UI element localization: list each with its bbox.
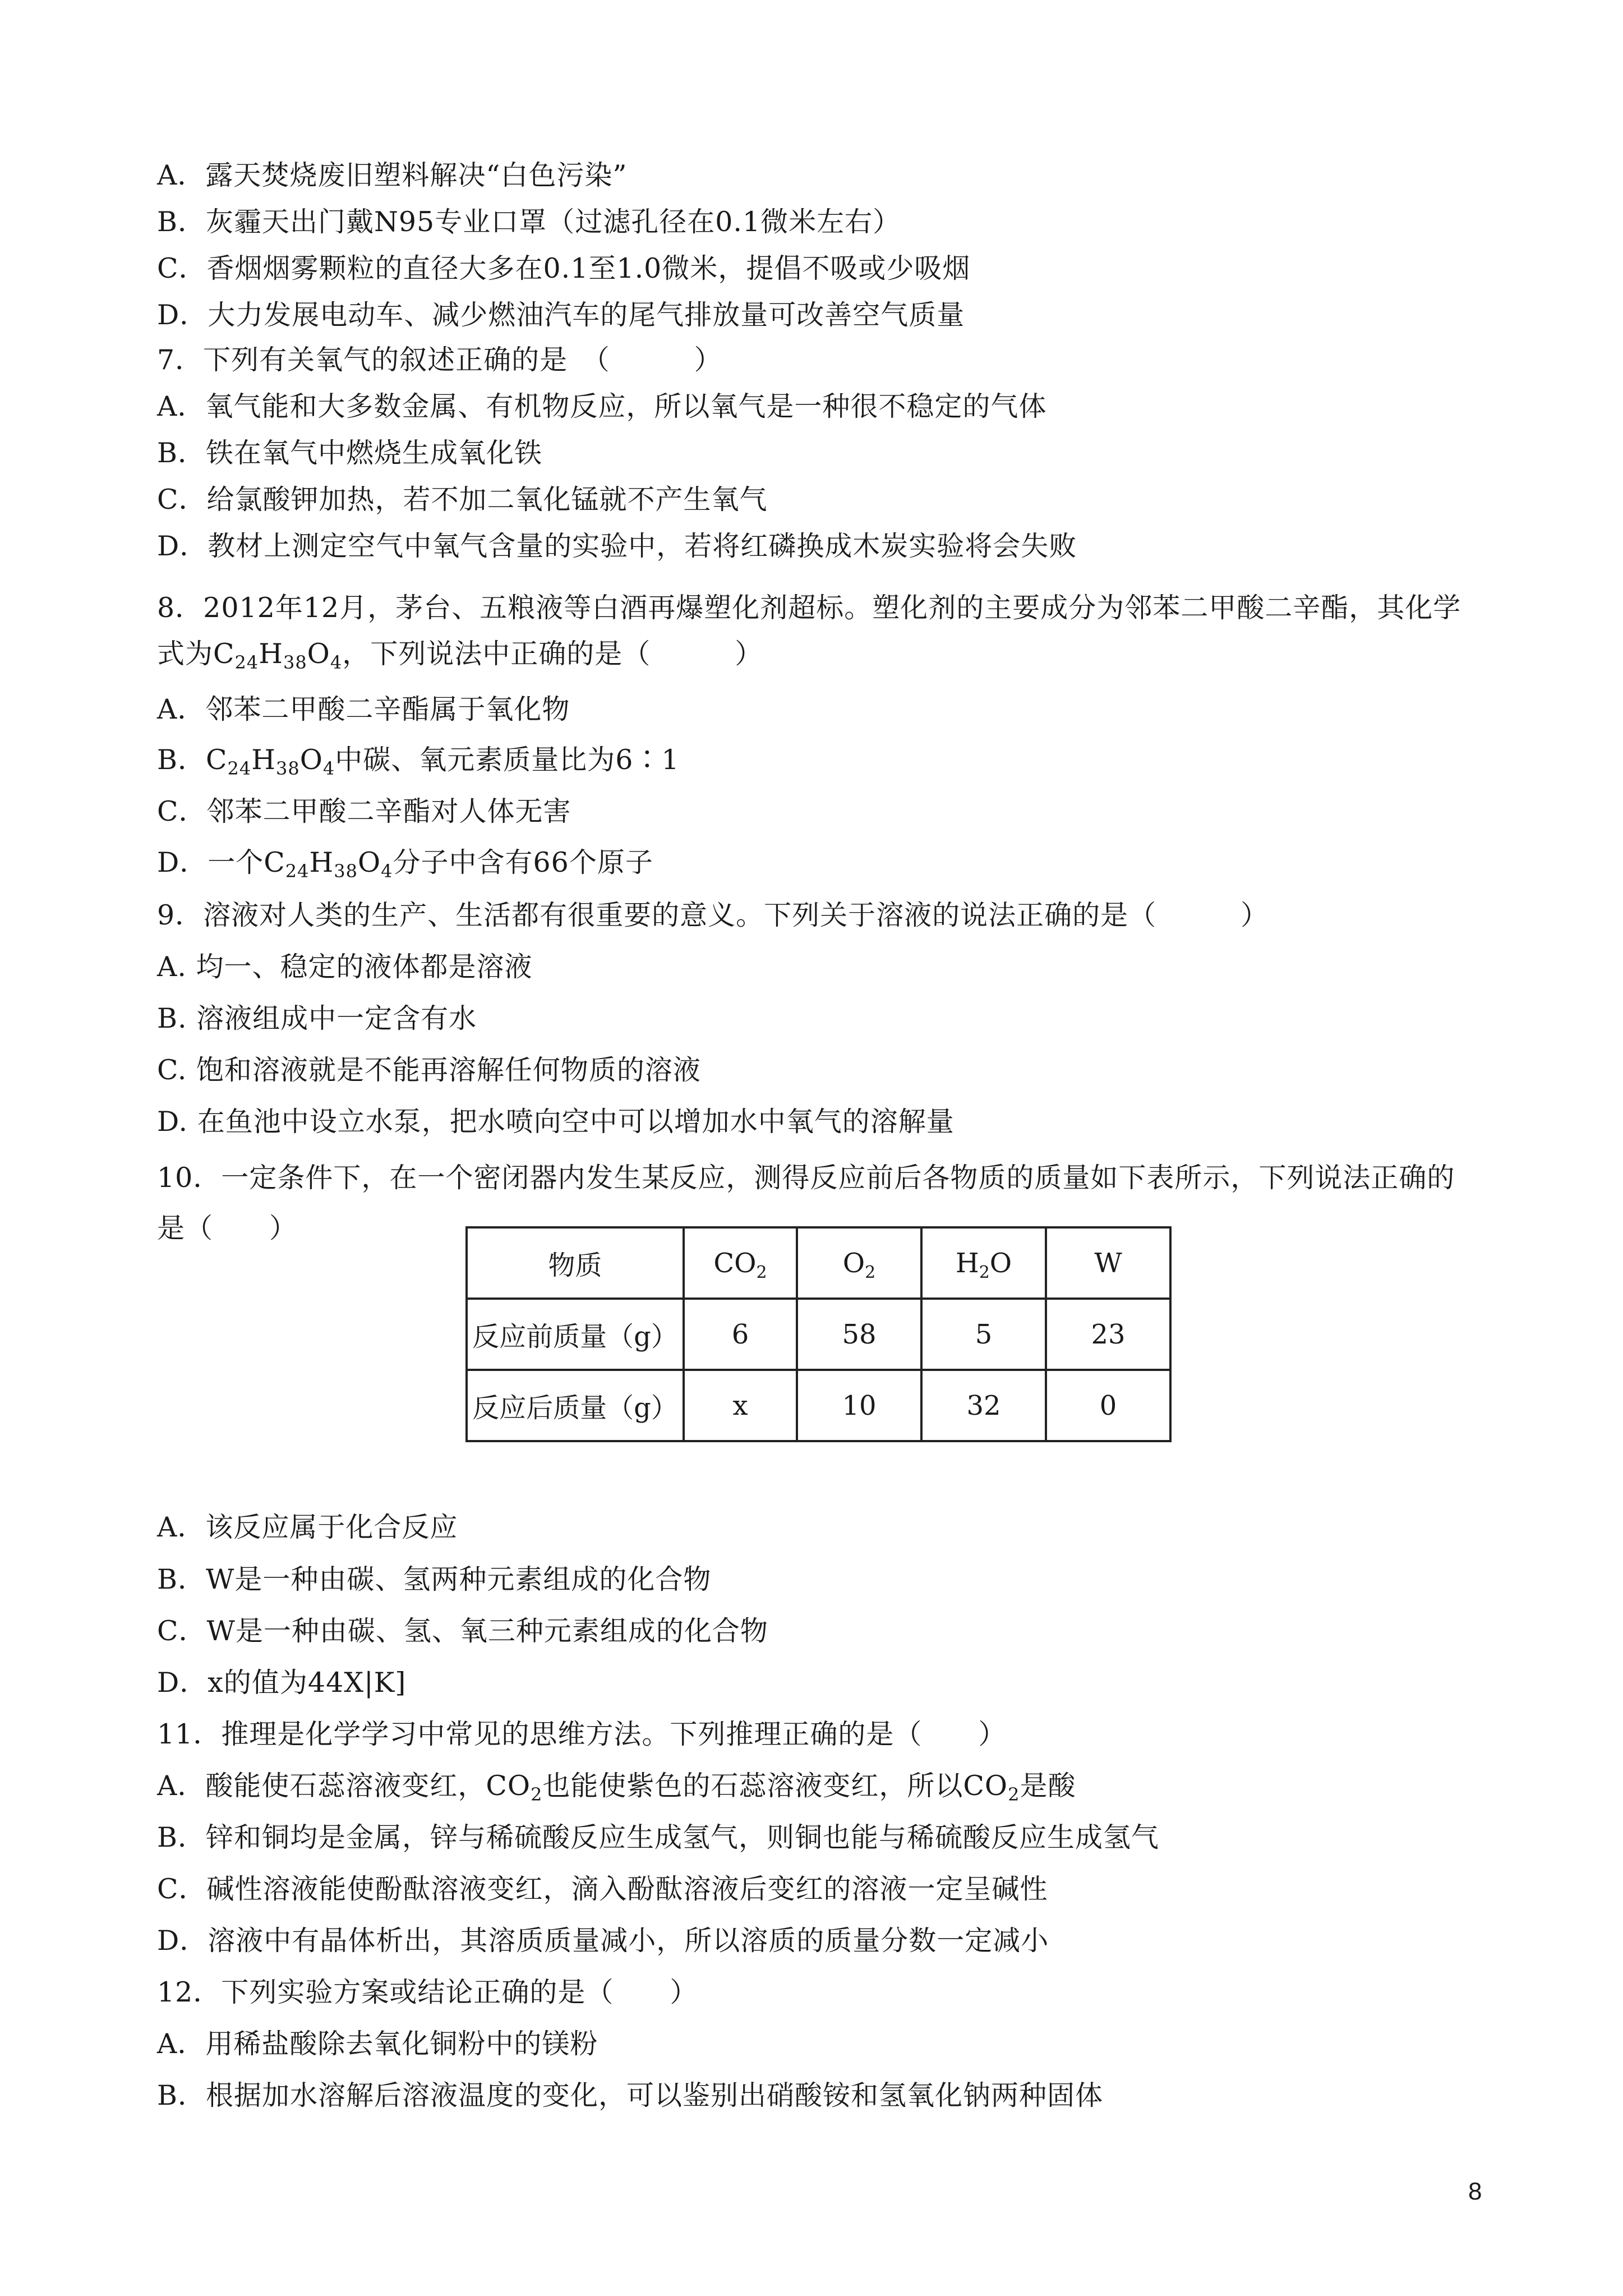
mass-table [465, 1226, 1172, 1442]
q8-option-c: C．邻苯二甲酸二辛酯对人体无害 [157, 795, 571, 827]
q9-option-d: D. 在鱼池中设立水泵，把水喷向空中可以增加水中氧气的溶解量 [157, 1106, 955, 1138]
q9-option-a: A. 均一、稳定的液体都是溶液 [157, 951, 533, 983]
table-cell: 23 [1046, 1299, 1170, 1370]
table-header-cell: 物质 [467, 1227, 684, 1299]
q7-option-a: A．氧气能和大多数金属、有机物反应，所以氧气是一种很不稳定的气体 [157, 390, 1047, 422]
table-header-row [467, 1227, 1170, 1299]
table-cell: 5 [921, 1299, 1046, 1370]
table-header-cell: W [1046, 1227, 1170, 1299]
q6-option-c: C．香烟烟雾颗粒的直径大多在0.1至1.0微米，提倡不吸或少吸烟 [157, 252, 971, 284]
q8-stem-line1: 8．2012年12月，茅台、五粮液等白酒再爆塑化剂超标。塑化剂的主要成分为邻苯二甲酸二辛酯，其化学 [157, 592, 1461, 624]
q11-option-d: D．溶液中有晶体析出，其溶质质量减小，所以溶质的质量分数一定减小 [157, 1925, 1049, 1957]
q9-option-c: C. 饱和溶液就是不能再溶解任何物质的溶液 [157, 1054, 701, 1086]
q10-stem-line2: 是（ ） [157, 1212, 298, 1244]
q11-option-b: B．锌和铜均是金属，锌与稀硫酸反应生成氢气，则铜也能与稀硫酸反应生成氢气 [157, 1821, 1160, 1853]
page-number: 8 [1468, 2178, 1482, 2205]
table-cell: 58 [797, 1299, 921, 1370]
q12-stem: 12．下列实验方案或结论正确的是（ ） [157, 1976, 698, 2008]
table-row [467, 1370, 1170, 1441]
q7-stem: 7．下列有关氧气的叙述正确的是 （ ） [157, 344, 722, 376]
q8-stem-line2: 式为$C_{24}H_{38}O_4$，下列说法中正确的是（ ） [157, 638, 763, 673]
q11-stem: 11．推理是化学学习中常见的思维方法。下列推理正确的是（ ） [157, 1718, 1007, 1750]
q7-option-d: D．教材上测定空气中氧气含量的实验中，若将红磷换成木炭实验将会失败 [157, 530, 1077, 562]
table-cell: 反应后质量（g） [467, 1370, 684, 1441]
q11-option-a: A．酸能使石蕊溶液变红，$CO_2$也能使紫色的石蕊溶液变红，所以$CO_2$是酸 [157, 1770, 1076, 1805]
q9-option-b: B. 溶液组成中一定含有水 [157, 1002, 477, 1034]
table-cell: x [684, 1370, 797, 1441]
table-cell: 32 [921, 1370, 1046, 1441]
q12-option-b: B．根据加水溶解后溶液温度的变化，可以鉴别出硝酸铵和氢氧化钠两种固体 [157, 2079, 1104, 2111]
q6-option-b: B．灰霾天出门戴N95专业口罩（过滤孔径在0.1微米左右） [157, 206, 901, 238]
q10-option-b: B．W是一种由碳、氢两种元素组成的化合物 [157, 1563, 712, 1595]
table-cell: 10 [797, 1370, 921, 1441]
table-header-cell: $CO_2$ [684, 1227, 797, 1299]
table-row [467, 1299, 1170, 1370]
q10-option-d: D．x的值为44X|K] [157, 1667, 407, 1699]
q6-option-d: D．大力发展电动车、减少燃油汽车的尾气排放量可改善空气质量 [157, 299, 965, 331]
q10-option-c: C．W是一种由碳、氢、氧三种元素组成的化合物 [157, 1615, 768, 1647]
table-cell: 反应前质量（g） [467, 1299, 684, 1370]
q6-option-a: A．露天焚烧废旧塑料解决“白色污染” [157, 159, 628, 191]
q7-option-b: B．铁在氧气中燃烧生成氧化铁 [157, 437, 543, 469]
table-cell: 0 [1046, 1370, 1170, 1441]
q10-option-a: A．该反应属于化合反应 [157, 1511, 458, 1543]
table-cell: 6 [684, 1299, 797, 1370]
q8-option-b: B．$C_{24}H_{38}O_4$中碳、氧元素质量比为6∶1 [157, 744, 680, 779]
table-header-cell: $H_2O$ [921, 1227, 1046, 1299]
q12-option-a: A．用稀盐酸除去氧化铜粉中的镁粉 [157, 2028, 598, 2060]
table-header-cell: $O_2$ [797, 1227, 921, 1299]
q9-stem: 9．溶液对人类的生产、生活都有很重要的意义。下列关于溶液的说法正确的是（ ） [157, 899, 1269, 931]
q11-option-c: C．碱性溶液能使酚酞溶液变红，滴入酚酞溶液后变红的溶液一定呈碱性 [157, 1873, 1048, 1905]
q8-option-d: D．一个$C_{24}H_{38}O_4$分子中含有66个原子 [157, 846, 653, 882]
q10-stem-line1: 10．一定条件下，在一个密闭器内发生某反应，测得反应前后各物质的质量如下表所示，下列说法正确的 [157, 1162, 1455, 1194]
q8-option-a: A．邻苯二甲酸二辛酯属于氧化物 [157, 693, 570, 725]
q7-option-c: C．给氯酸钾加热，若不加二氧化锰就不产生氧气 [157, 484, 768, 516]
